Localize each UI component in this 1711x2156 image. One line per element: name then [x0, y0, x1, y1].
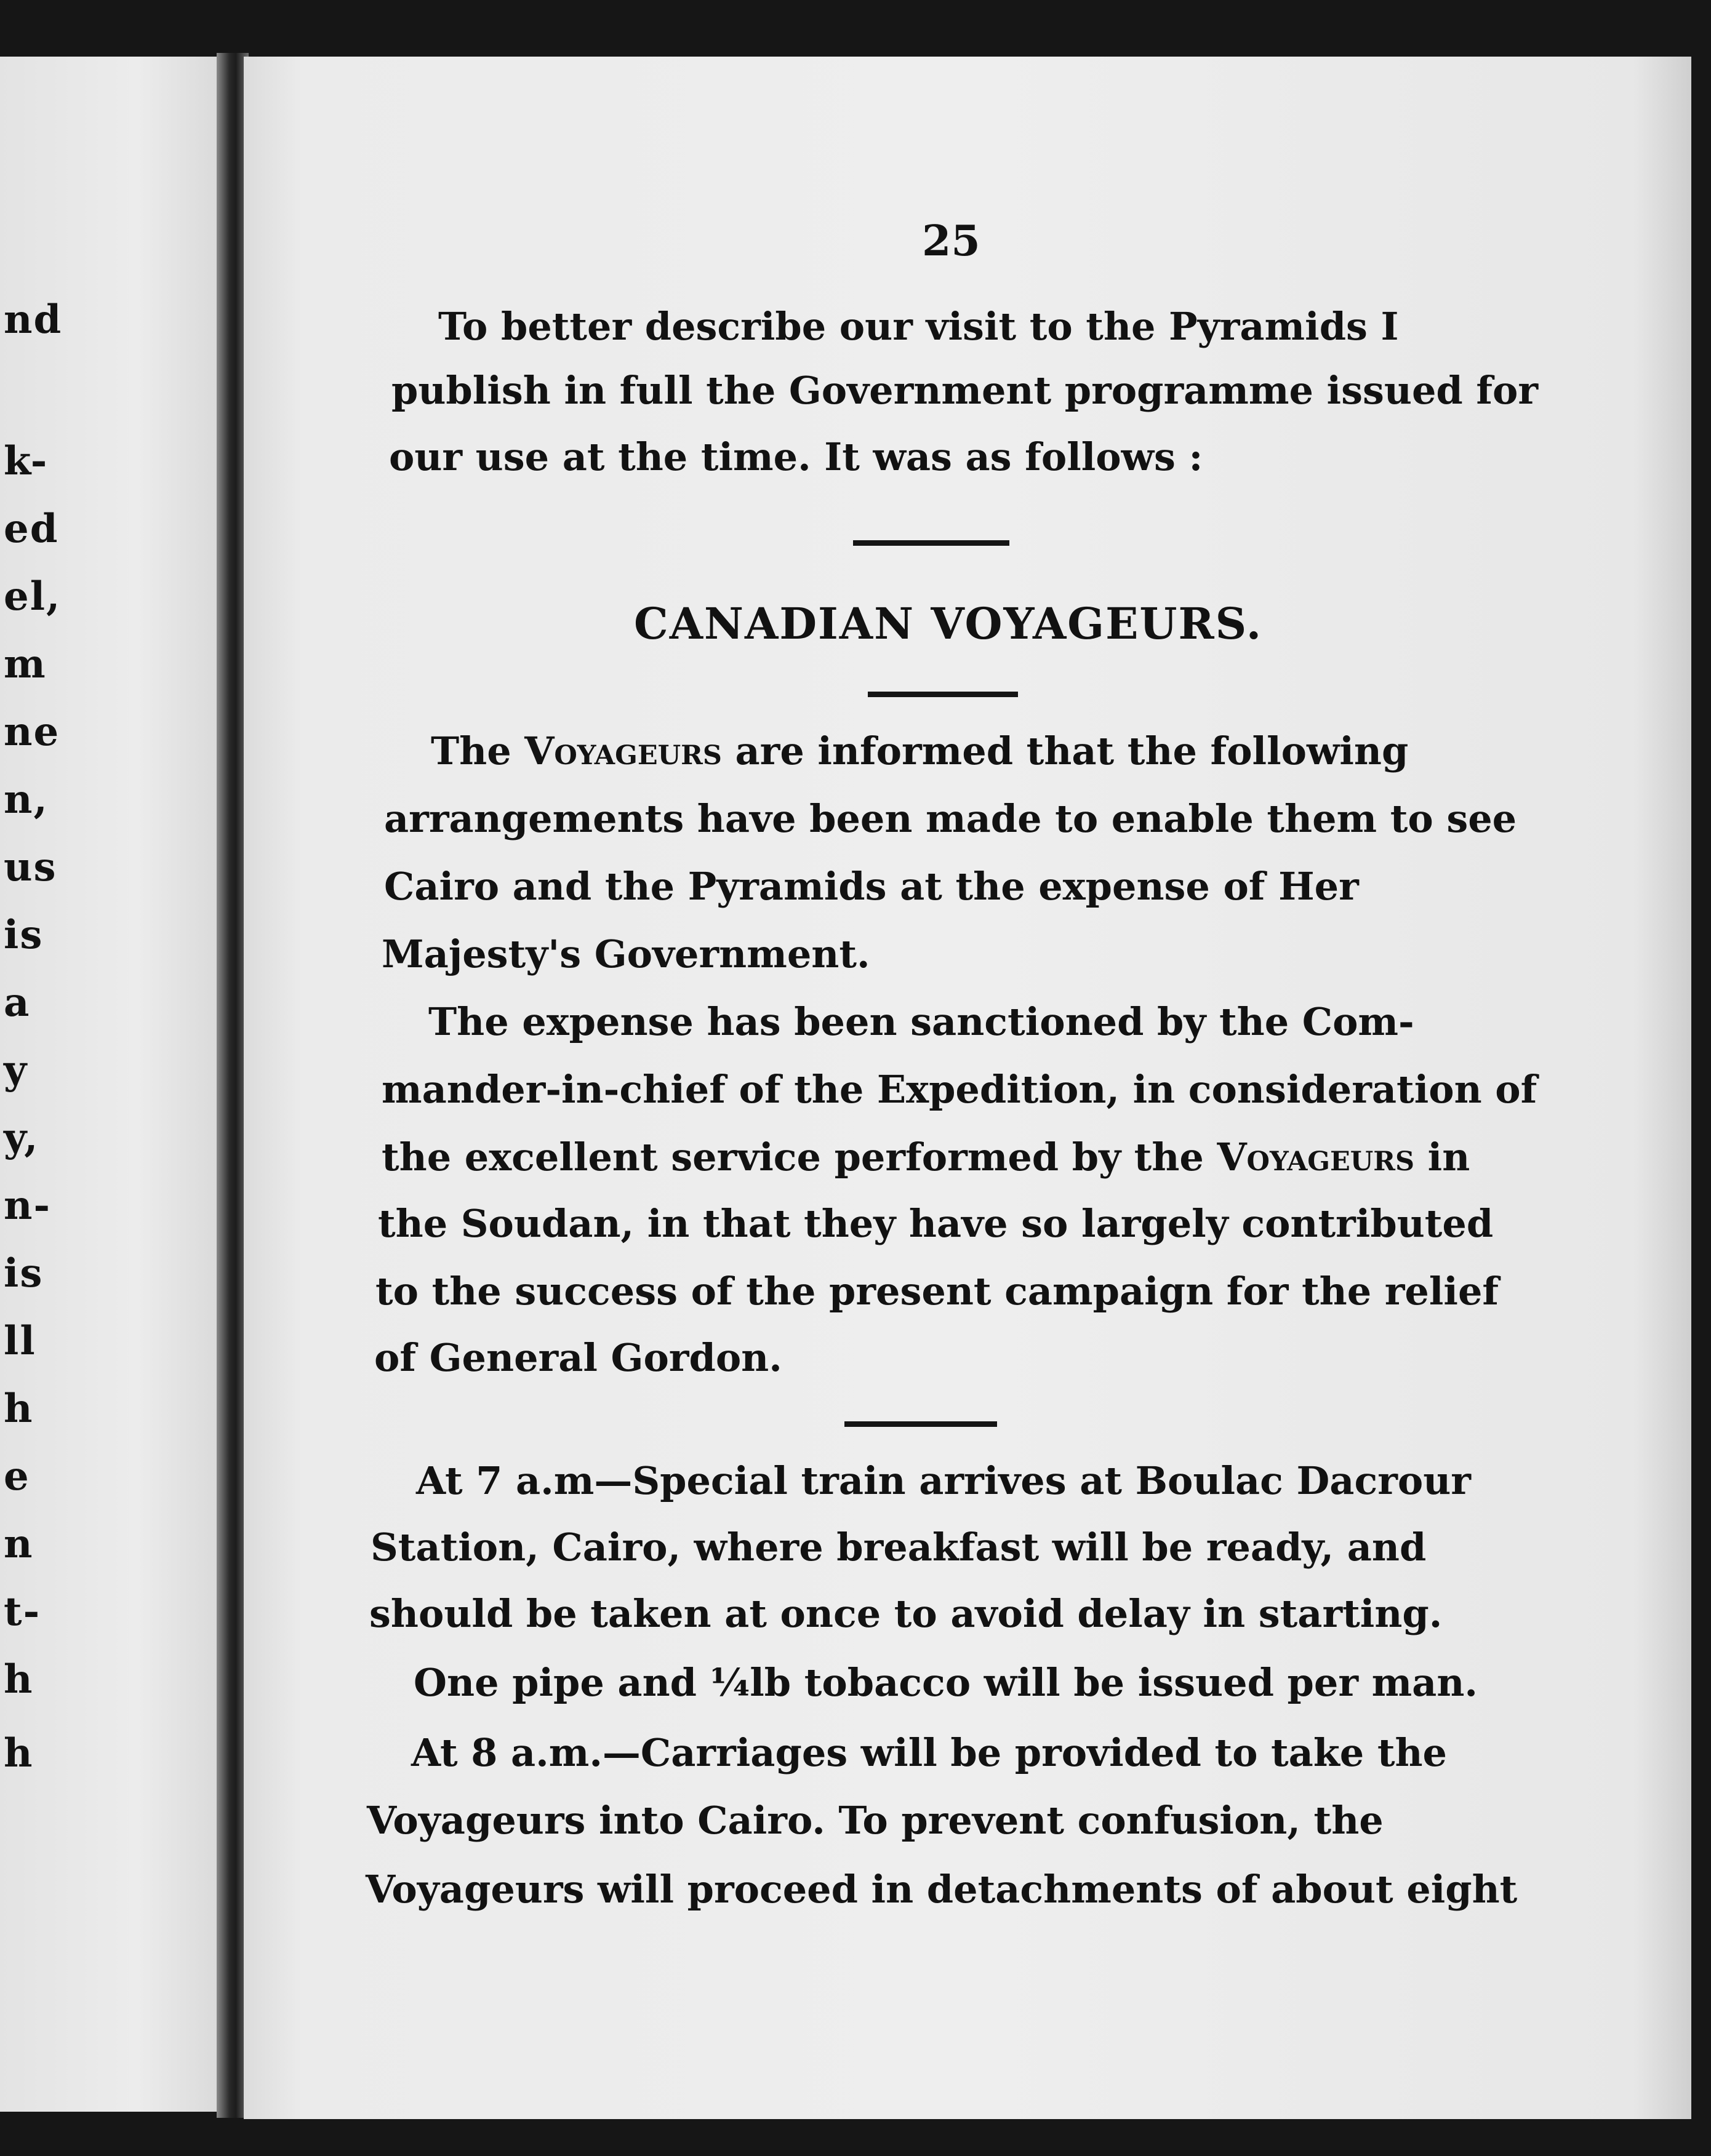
left-page-fragment: n-	[4, 1183, 52, 1229]
left-page-fragment: y,	[4, 1115, 39, 1161]
section-heading: CANADIAN VOYAGEURS.	[634, 598, 1263, 649]
left-page-fragment: nd	[4, 297, 63, 343]
paragraph-line: arrangements have been made to enable them to see	[384, 796, 1517, 841]
page-number: 25	[922, 217, 980, 266]
paragraph-line: the excellent service performed by the Voyageurs in	[382, 1135, 1470, 1180]
left-page-fragment: k-	[4, 438, 49, 484]
schedule-line: At 7 a.m—Special train arrives at Boulac Dacrour	[416, 1458, 1471, 1503]
intro-line: To better describe our visit to the Pyramids I	[438, 304, 1399, 349]
schedule-line: One pipe and ¼lb tobacco will be issued per man.	[414, 1660, 1478, 1705]
left-page-fragment: a	[4, 980, 31, 1026]
left-page-fragment: h	[4, 1730, 34, 1776]
left-page-fragment: e	[4, 1453, 30, 1499]
left-page-fragment: ll	[4, 1318, 36, 1364]
paragraph-line: the Soudan, in that they have so largely contributed	[378, 1201, 1494, 1246]
paragraph-line: to the success of the present campaign for the relief	[375, 1269, 1499, 1314]
schedule-line: Voyageurs into Cairo. To prevent confusion, the	[367, 1798, 1384, 1843]
left-page-fragment: el,	[4, 573, 62, 620]
section-divider	[844, 1421, 997, 1427]
left-page-fragment: ed	[4, 506, 59, 552]
paragraph-line: of General Gordon.	[374, 1335, 782, 1380]
left-page-fragment: us	[4, 844, 57, 890]
left-page-fragment: m	[4, 641, 47, 687]
left-page-fragment: n,	[4, 777, 49, 823]
intro-line: publish in full the Government programme issued for	[391, 368, 1539, 413]
schedule-line: Voyageurs will proceed in detachments of about eight	[366, 1867, 1518, 1912]
section-divider	[853, 540, 1009, 546]
schedule-line: should be taken at once to avoid delay in starting.	[369, 1591, 1443, 1636]
paragraph-line: The Voyageurs are informed that the following	[431, 729, 1409, 773]
voyageurs-small-caps: Voyageurs	[1217, 1135, 1415, 1180]
left-page-edge	[0, 57, 229, 2112]
paragraph-line: Majesty's Government.	[382, 932, 870, 976]
section-divider	[868, 692, 1018, 697]
paragraph-line: The expense has been sanctioned by the Com-	[428, 999, 1414, 1044]
left-page-fragment: y	[4, 1047, 28, 1093]
schedule-line: At 8 a.m.—Carriages will be provided to take the	[411, 1730, 1447, 1775]
left-page-fragment: t-	[4, 1589, 41, 1635]
voyageurs-small-caps: Voyageurs	[524, 729, 722, 773]
left-page-fragment: h	[4, 1656, 34, 1703]
paragraph-line: mander-in-chief of the Expedition, in consideration of	[382, 1067, 1537, 1112]
paragraph-line: Cairo and the Pyramids at the expense of Her	[384, 864, 1359, 909]
left-page-fragment: h	[4, 1386, 34, 1432]
left-page-fragment: ne	[4, 709, 60, 755]
intro-line: our use at the time. It was as follows :	[389, 434, 1203, 479]
left-page-fragment: is	[4, 1250, 44, 1296]
left-page-fragment: n	[4, 1521, 34, 1567]
schedule-line: Station, Cairo, where breakfast will be ready, and	[371, 1525, 1427, 1570]
left-page-fragment: is	[4, 912, 44, 958]
